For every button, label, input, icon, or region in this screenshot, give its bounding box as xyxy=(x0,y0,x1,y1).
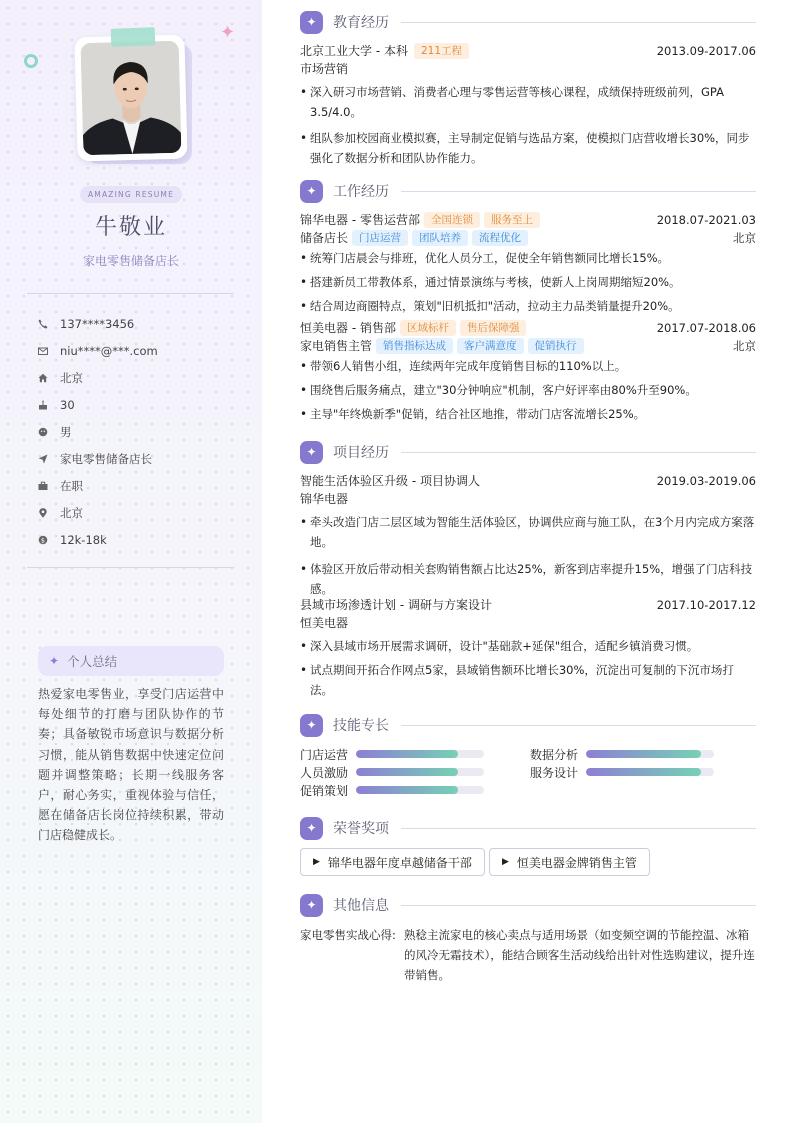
skill-bar-fill xyxy=(356,768,458,776)
sparkle-icon: ✦ xyxy=(300,894,323,917)
mail-icon xyxy=(38,346,60,356)
skill-bar xyxy=(586,750,714,758)
project-entry xyxy=(300,472,756,599)
info-value: 12k-18k xyxy=(60,532,107,547)
role-tag: 流程优化 xyxy=(472,230,528,246)
skill-bar-fill xyxy=(356,786,458,794)
company-tag: 服务至上 xyxy=(484,212,540,228)
section-title: 其他信息 xyxy=(333,898,389,914)
info-email xyxy=(38,337,238,364)
info-value: 男 xyxy=(60,424,72,439)
skill-bar xyxy=(356,768,484,776)
sidebar xyxy=(0,0,262,1123)
sparkle-icon: ✦ xyxy=(300,817,323,840)
section-divider xyxy=(401,905,756,906)
cake-icon xyxy=(38,400,60,410)
info-home xyxy=(38,364,238,391)
play-icon: ▶ xyxy=(502,857,509,867)
project-name: 智能生活体验区升级 - 项目协调人 xyxy=(300,474,480,488)
other-info xyxy=(300,925,756,985)
section-skills-heading xyxy=(300,713,756,737)
section-title: 教育经历 xyxy=(333,15,389,31)
section-title: 工作经历 xyxy=(333,184,389,200)
company-tag: 售后保障强 xyxy=(460,320,527,336)
photo-frame xyxy=(74,35,187,162)
education-entry xyxy=(300,42,756,168)
section-work-heading xyxy=(300,179,756,203)
job-title: 家电零售储备店长 xyxy=(82,254,179,268)
other-info-key: 家电零售实战心得: xyxy=(300,928,396,942)
work-date: 2017.07-2018.06 xyxy=(656,321,756,335)
divider xyxy=(27,567,234,568)
project-bullet: • 牵头改造门店二层区域为智能生活体验区，协调供应商与施工队，在3个月内完成方案落地。 xyxy=(300,512,756,552)
section-divider xyxy=(401,22,756,23)
skill-bar-fill xyxy=(586,768,701,776)
company-name: 锦华电器 - 零售运营部 xyxy=(300,213,420,227)
education-bullet: • 深入研习市场营销、消费者心理与零售运营等核心课程，成绩保持班级前列，GPA 3.5/4.0。 xyxy=(300,82,756,122)
sparkle-icon: ✦ xyxy=(220,22,236,43)
section-divider xyxy=(401,725,756,726)
work-bullet: • 主导"年终焕新季"促销，结合社区地推，带动门店客流增长25%。 xyxy=(300,404,756,424)
avatar xyxy=(81,41,182,156)
sparkle-icon: ✦ xyxy=(49,654,60,668)
info-target xyxy=(38,445,238,472)
info-value: 30 xyxy=(60,397,75,412)
send-icon xyxy=(38,454,60,464)
home-icon xyxy=(38,373,60,383)
summary-text: 热爱家电零售业，享受门店运营中每处细节的打磨与团队协作的节奏；具备敏锐市场意识与数据分析习惯，能从销售数据中快速定位问题并调整策略；长期一线服务客户，耐心务实，重视体验与信任，愿在储备店长岗位持续积累，带动门店稳健成长。 xyxy=(38,687,224,843)
svg-text:$: $ xyxy=(40,535,46,544)
role-tag: 团队培养 xyxy=(412,230,468,246)
info-location xyxy=(38,499,238,526)
major: 市场营销 xyxy=(300,62,349,76)
skill-item xyxy=(530,745,714,763)
education-bullet: • 组队参加校园商业模拟赛，主导制定促销与选品方案，使模拟门店营收增长30%，同步强化了数据分析和团队协作能力。 xyxy=(300,128,756,168)
role-tag: 促销执行 xyxy=(528,338,584,354)
section-divider xyxy=(401,828,756,829)
project-org: 锦华电器 xyxy=(300,492,349,506)
project-bullet: • 试点期间开拓合作网点5家，县域销售额环比增长30%，沉淀出可复制的下沉市场打法。 xyxy=(300,660,756,700)
award-name: 锦华电器年度卓越储备干部 xyxy=(327,855,472,870)
role-name: 家电销售主管 xyxy=(300,339,373,353)
section-title: 技能专长 xyxy=(333,718,389,734)
info-phone xyxy=(38,310,238,337)
section-divider xyxy=(401,191,756,192)
work-date: 2018.07-2021.03 xyxy=(656,213,756,227)
salary-icon xyxy=(38,535,60,545)
skill-item xyxy=(300,781,484,799)
skill-name: 人员激励 xyxy=(300,765,349,780)
section-other-heading xyxy=(300,893,756,917)
info-value: niu****@***.com xyxy=(60,343,158,358)
info-salary xyxy=(38,526,238,553)
sparkle-icon: ✦ xyxy=(300,714,323,737)
location-icon xyxy=(38,508,60,518)
skill-bar xyxy=(586,768,714,776)
section-title: 荣誉奖项 xyxy=(333,821,389,837)
skill-name: 服务设计 xyxy=(530,765,579,780)
project-bullet: • 深入县域市场开展需求调研，设计"基础款+延保"组合，适配乡镇消费习惯。 xyxy=(300,636,756,656)
work-bullet: • 结合周边商圈特点，策划"旧机抵扣"活动，拉动主力品类销量提升20%。 xyxy=(300,296,756,316)
info-value: 北京 xyxy=(60,370,83,385)
company-tag: 全国连锁 xyxy=(424,212,480,228)
other-info-value: 熟稔主流家电的核心卖点与适用场景（如变频空调的节能控温、冰箱的风冷无霜技术），能结合顾客生活动线给出针对性选购建议，提升连带销售。 xyxy=(404,928,755,982)
work-bullet: • 围绕售后服务痛点，建立"30分钟响应"机制，客户好评率由80%升至90%。 xyxy=(300,380,756,400)
work-bullet: • 带领6人销售小组，连续两年完成年度销售目标的110%以上。 xyxy=(300,356,756,376)
summary-heading xyxy=(38,646,224,676)
phone-icon xyxy=(38,319,60,329)
resume-tagline: AMAZING RESUME xyxy=(80,186,182,203)
role-tag: 门店运营 xyxy=(352,230,408,246)
info-value: 北京 xyxy=(60,505,83,520)
company-tag: 区域标杆 xyxy=(400,320,456,336)
summary-title: 个人总结 xyxy=(67,654,118,669)
education-date: 2013.09-2017.06 xyxy=(656,44,756,58)
award-name: 恒美电器金牌销售主管 xyxy=(516,855,637,870)
sparkle-icon: ✦ xyxy=(300,441,323,464)
skill-name: 数据分析 xyxy=(530,747,579,762)
info-value: 137****3456 xyxy=(60,316,135,331)
role-name: 储备店长 xyxy=(300,231,349,245)
role-tag: 销售指标达成 xyxy=(376,338,453,354)
project-date: 2019.03-2019.06 xyxy=(656,474,756,488)
work-bullet: • 统筹门店晨会与排班，优化人员分工，促使全年销售额同比增长15%。 xyxy=(300,248,756,268)
project-entry xyxy=(300,596,756,700)
company-name: 恒美电器 - 销售部 xyxy=(300,321,396,335)
award-item xyxy=(300,848,485,876)
gender-icon xyxy=(38,427,60,437)
skill-item xyxy=(300,763,484,781)
info-gender xyxy=(38,418,238,445)
skill-item xyxy=(300,745,484,763)
sparkle-icon: ✦ xyxy=(300,180,323,203)
section-title: 项目经历 xyxy=(333,445,389,461)
ring-decoration xyxy=(24,54,38,68)
info-status xyxy=(38,472,238,499)
skill-bar xyxy=(356,750,484,758)
skill-name: 门店运营 xyxy=(300,747,349,762)
skill-item xyxy=(530,763,714,781)
project-bullet: • 体验区开放后带动相关套购销售额占比达25%，新客到店率提升15%，增强了门店科技感。 xyxy=(300,559,756,599)
work-entry xyxy=(300,211,756,316)
info-value: 在职 xyxy=(60,478,83,493)
play-icon: ▶ xyxy=(313,857,320,867)
skill-name: 促销策划 xyxy=(300,783,349,798)
work-city: 北京 xyxy=(733,231,756,245)
section-divider xyxy=(401,452,756,453)
award-item xyxy=(489,848,650,876)
work-entry xyxy=(300,319,756,424)
skill-bar-fill xyxy=(586,750,701,758)
work-city: 北京 xyxy=(733,339,756,353)
info-value: 家电零售储备店长 xyxy=(60,451,152,466)
work-bullet: • 搭建新员工带教体系，通过情景演练与考核，使新人上岗周期缩短20%。 xyxy=(300,272,756,292)
role-tag: 客户满意度 xyxy=(457,338,524,354)
person-name: 牛敬业 xyxy=(94,215,167,240)
section-awards-heading xyxy=(300,816,756,840)
school-name: 北京工业大学 - 本科 xyxy=(300,44,408,58)
briefcase-icon xyxy=(38,481,60,491)
section-education-heading xyxy=(300,10,756,34)
contact-info-list xyxy=(38,310,238,553)
project-org: 恒美电器 xyxy=(300,616,349,630)
info-age xyxy=(38,391,238,418)
project-name: 县域市场渗透计划 - 调研与方案设计 xyxy=(300,598,492,612)
sparkle-icon: ✦ xyxy=(300,11,323,34)
project-date: 2017.10-2017.12 xyxy=(656,598,756,612)
school-tag: 211工程 xyxy=(414,43,469,59)
section-projects-heading xyxy=(300,440,756,464)
tape-decoration xyxy=(111,27,156,47)
divider xyxy=(27,293,234,294)
skill-bar xyxy=(356,786,484,794)
skill-bar-fill xyxy=(356,750,458,758)
